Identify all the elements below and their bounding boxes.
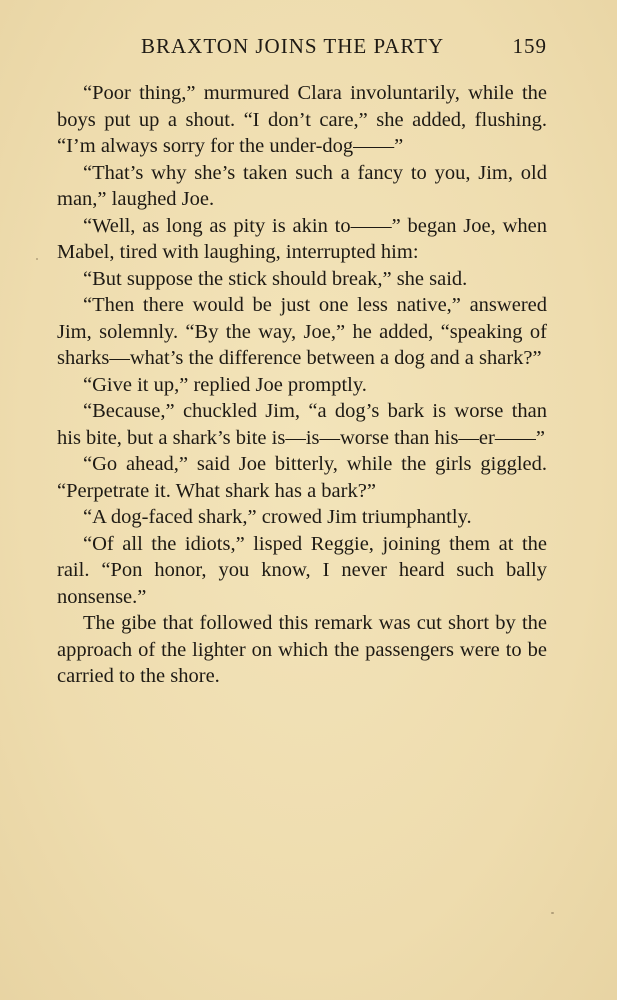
running-head — [57, 34, 547, 68]
paragraph: “That’s why she’s taken such a fancy to you, Jim, old man,” laughed Joe. — [57, 161, 547, 210]
paragraph: “Poor thing,” murmured Clara involuntarily, while the boys put up a shout. “I don’t care,” she added, flushing. “I’m always sorry for the under-dog——” — [57, 82, 547, 157]
paragraph: “Of all the idiots,” lisped Reggie, joining them at the rail. “Pon honor, you know, I never heard such bally nonsense.” — [57, 532, 547, 608]
paragraph: “Well, as long as pity is akin to——” began Joe, when Mabel, tired with laughing, interrupted him: — [57, 214, 547, 263]
paragraph: “Give it up,” replied Joe promptly. — [83, 373, 367, 396]
paper-speck — [36, 258, 38, 260]
paragraph: “Because,” chuckled Jim, “a dog’s bark is worse than his bite, but a shark’s bite is—is—worse than his—er——” — [57, 400, 547, 449]
paragraph: “But suppose the stick should break,” she said. — [83, 267, 468, 290]
paragraph: The gibe that followed this remark was cut short by the approach of the lighter on which the passengers were to be carried to the shore. — [57, 612, 547, 687]
page-content — [57, 34, 547, 690]
paragraph: “Go ahead,” said Joe bitterly, while the girls giggled. “Perpetrate it. What shark has a bark?” — [57, 453, 547, 502]
chapter-title: BRAXTON JOINS THE PARTY — [141, 34, 445, 58]
paragraph: “A dog-faced shark,” crowed Jim triumphantly. — [83, 506, 472, 528]
page-number: 159 — [512, 34, 547, 58]
body-text — [57, 80, 547, 690]
paper-speck — [551, 912, 554, 914]
paragraph: “Then there would be just one less native,” answered Jim, solemnly. “By the way, Joe,” he added, “speaking of sharks—what’s the difference between a dog and a shark?” — [57, 294, 547, 369]
